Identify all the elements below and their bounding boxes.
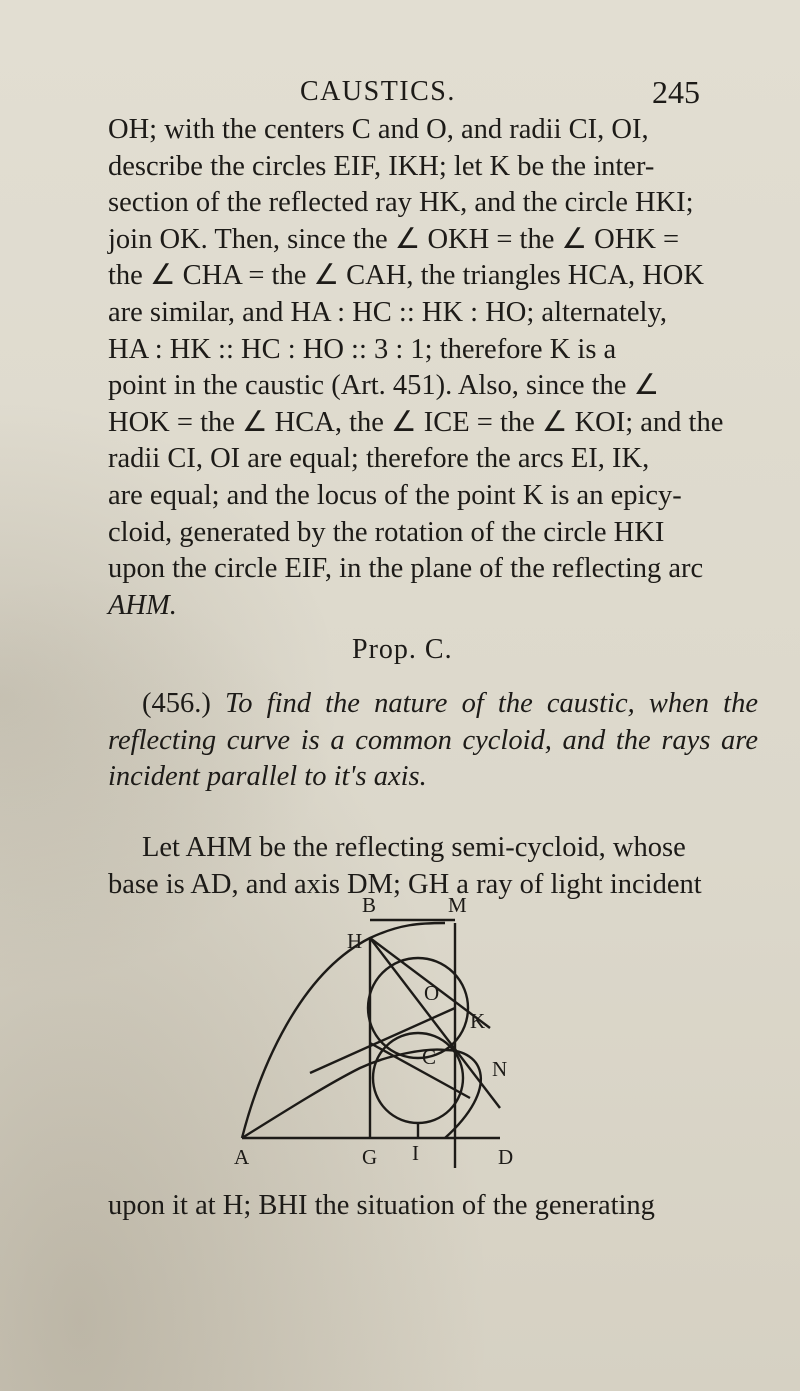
label-I: I <box>412 1141 419 1165</box>
text-line: the ∠ CHA = the ∠ CAH, the triangles HCA, HOK <box>108 260 704 292</box>
text-line: cloid, generated by the rotation of the circle HKI <box>108 516 665 548</box>
body-paragraph <box>108 112 758 624</box>
running-head: CAUSTICS. <box>300 76 456 107</box>
text-line: point in the caustic (Art. 451). Also, since the ∠ <box>108 370 660 402</box>
semi-cycloid-curve <box>242 923 445 1138</box>
text-line: describe the circles EIF, IKH; let K be the inter- <box>108 150 655 182</box>
cycloid-diagram <box>200 868 620 1178</box>
proposition-statement <box>108 686 758 796</box>
label-K: K <box>470 1009 486 1033</box>
label-O: O <box>424 981 440 1005</box>
text-line: HOK = the ∠ HCA, the ∠ ICE = the ∠ KOI; and the <box>108 406 724 438</box>
proposition-title: Prop. C. <box>352 634 453 665</box>
text-line: are similar, and HA : HC :: HK : HO; alternately, <box>108 296 667 328</box>
label-N: N <box>492 1057 508 1081</box>
continuation-line: upon it at H; BHI the situation of the generating <box>108 1190 655 1221</box>
page-header <box>0 76 800 112</box>
label-G: G <box>362 1145 378 1169</box>
label-C: C <box>422 1045 437 1069</box>
text-line: AHM. <box>108 589 177 621</box>
page-number: 245 <box>652 74 700 110</box>
label-A: A <box>234 1145 250 1169</box>
label-D: D <box>498 1145 514 1169</box>
text-line: Let AHM be the reflecting semi-cycloid, whose <box>142 832 686 863</box>
text-line: OH; with the centers C and O, and radii CI, OI, <box>108 114 649 145</box>
text-line: join OK. Then, since the ∠ OKH = the ∠ OHK = <box>108 223 680 255</box>
text-line: HA : HK :: HC : HO :: 3 : 1; therefore K is a <box>108 333 617 365</box>
caustic-curve <box>242 1050 445 1138</box>
label-H: H <box>347 929 363 953</box>
article-number: (456.) <box>142 688 211 719</box>
text-line: section of the reflected ray HK, and the circle HKI; <box>108 187 694 219</box>
text-line: upon the circle EIF, in the plane of the reflecting arc <box>108 553 704 585</box>
proposition-text: To find the nature of the caustic, when the reflecting curve is a common cycloid, and the rays are incident parallel to it's axis. <box>108 688 759 793</box>
cycloid-figure <box>200 868 620 1178</box>
label-B: B <box>362 893 377 917</box>
label-M: M <box>448 893 467 917</box>
text-line: radii CI, OI are equal; therefore the arcs EI, IK, <box>108 443 650 475</box>
text-line: base is AD, and axis DM; GH a ray of light incident <box>108 868 702 900</box>
text-line: are equal; and the locus of the point K is an epicy- <box>108 479 682 511</box>
